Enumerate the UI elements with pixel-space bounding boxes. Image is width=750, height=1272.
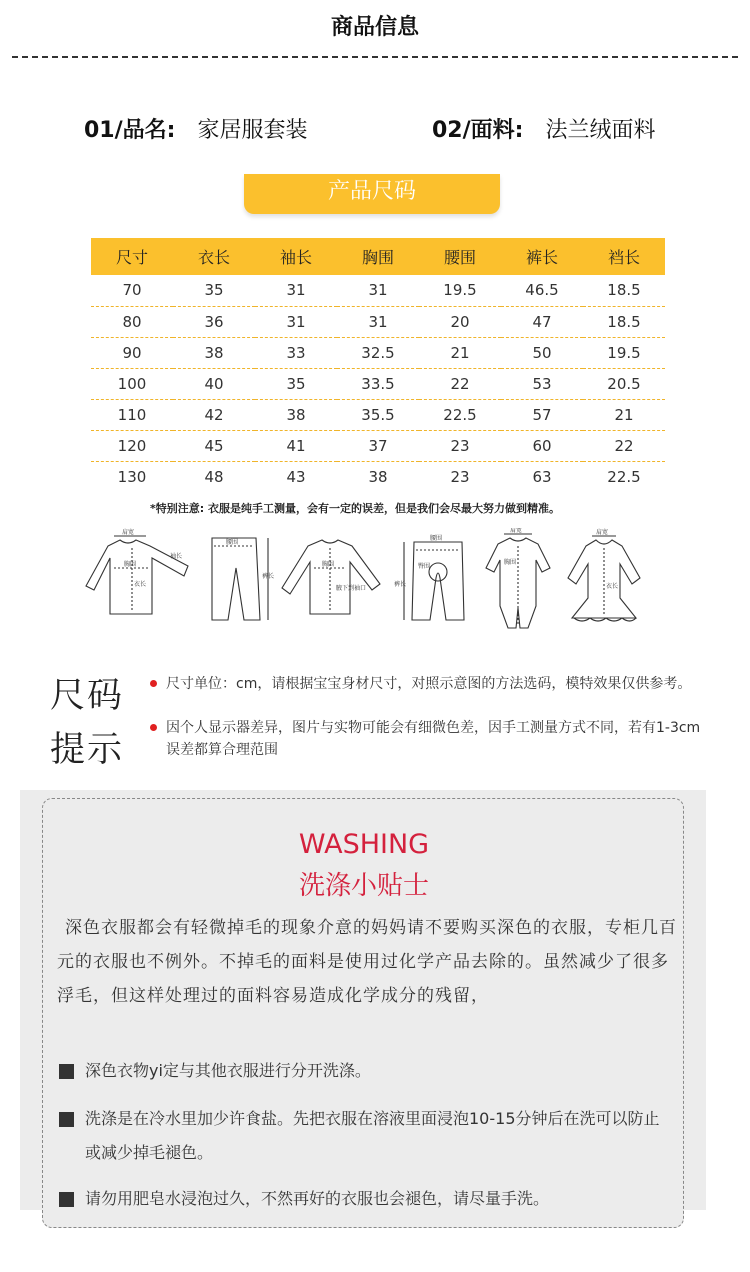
table-cell: 22 xyxy=(419,368,501,399)
table-cell: 60 xyxy=(501,430,583,461)
header-divider xyxy=(12,56,738,58)
pants-length-label: 裤长 xyxy=(262,573,275,580)
product-name-row xyxy=(84,113,307,144)
table-cell: 120 xyxy=(91,430,173,461)
table-cell: 21 xyxy=(419,337,501,368)
product-name-label: 01/品名: xyxy=(84,118,176,143)
table-cell: 37 xyxy=(337,430,419,461)
chest-label-3: 胸围 xyxy=(504,559,517,566)
square-bullet-icon xyxy=(59,1192,74,1207)
pants-diagram xyxy=(212,538,274,620)
table-cell: 36 xyxy=(173,306,255,337)
table-row xyxy=(91,368,665,399)
square-bullet-icon xyxy=(59,1064,74,1079)
table-cell: 50 xyxy=(501,337,583,368)
size-tips-title-2: 提示 xyxy=(50,730,125,770)
header-cell: 衣长 xyxy=(173,238,255,275)
table-cell: 22 xyxy=(583,430,665,461)
shoulder-label-3: 肩宽 xyxy=(596,529,609,536)
table-cell: 23 xyxy=(419,430,501,461)
washing-panel xyxy=(20,790,706,1210)
table-row xyxy=(91,430,665,461)
length-label-2: 衣长 xyxy=(606,583,619,590)
red-bullet-icon xyxy=(150,724,157,731)
measurement-diagrams xyxy=(80,528,680,640)
table-cell: 100 xyxy=(91,368,173,399)
fabric-row xyxy=(432,113,655,144)
table-cell: 110 xyxy=(91,399,173,430)
table-row xyxy=(91,306,665,337)
chest-label: 胸围 xyxy=(124,561,137,568)
washing-item-text: 洗涤是在冷水里加少许食盐。先把衣服在溶液里面浸泡10-15分钟后在洗可以防止或减少掉毛褪色。 xyxy=(85,1109,660,1162)
size-table xyxy=(91,238,665,492)
table-cell: 35.5 xyxy=(337,399,419,430)
table-cell: 31 xyxy=(255,306,337,337)
size-tip-text: 尺寸单位：cm，请根据宝宝身材尺寸，对照示意图的方法选码，模特效果仅供参考。 xyxy=(166,676,692,692)
waist-label-2: 腰围 xyxy=(430,535,443,542)
header-cell: 裤长 xyxy=(501,238,583,275)
fabric-label: 02/面料: xyxy=(432,118,524,143)
product-name-value: 家居服套装 xyxy=(197,118,308,143)
size-tip-text: 因个人显示器差异，图片与实物可能会有细微色差，因手工测量方式不同，若有1-3cm误差都算合理范围 xyxy=(166,720,701,758)
waist-label: 腰围 xyxy=(226,539,239,546)
table-cell: 38 xyxy=(173,337,255,368)
table-cell: 33 xyxy=(255,337,337,368)
washing-item-text: 请勿用肥皂水浸泡过久，不然再好的衣服也会褪色，请尽量手洗。 xyxy=(85,1189,550,1208)
table-row xyxy=(91,275,665,306)
header-cell: 尺寸 xyxy=(91,238,173,275)
shoulder-label: 肩宽 xyxy=(122,529,135,536)
table-cell: 19.5 xyxy=(583,337,665,368)
washing-paragraph: 深色衣服都会有轻微掉毛的现象介意的妈妈请不要购买深色的衣服，专柜几百元的衣服也不例外。不掉毛的面料是使用过化学产品去除的。虽然减少了很多浮毛，但这样处理过的面料容易造成化学成分的残留， xyxy=(57,918,677,1006)
hip-label: 臀围 xyxy=(418,563,431,570)
table-cell: 20.5 xyxy=(583,368,665,399)
table-cell: 40 xyxy=(173,368,255,399)
measurement-note: *特别注意: 衣服是纯手工测量，会有一定的误差，但是我们会尽最大努力做到精准。 xyxy=(150,502,560,515)
table-row xyxy=(91,399,665,430)
table-cell: 35 xyxy=(255,368,337,399)
sleeve-label: 袖长 xyxy=(170,553,183,560)
table-cell: 80 xyxy=(91,306,173,337)
table-row xyxy=(91,337,665,368)
length-label: 衣长 xyxy=(134,581,147,588)
dress-diagram xyxy=(568,528,640,621)
table-cell: 130 xyxy=(117,467,147,486)
table-cell: 42 xyxy=(173,399,255,430)
table-cell: 31 xyxy=(337,306,419,337)
table-cell: 22.5 xyxy=(607,467,641,486)
table-cell: 18.5 xyxy=(583,275,665,306)
page-title: 商品信息 xyxy=(330,15,419,40)
table-cell: 41 xyxy=(255,430,337,461)
table-row xyxy=(91,461,665,492)
red-bullet-icon xyxy=(150,680,157,687)
table-cell: 90 xyxy=(91,337,173,368)
table-cell: 32.5 xyxy=(337,337,419,368)
table-cell: 38 xyxy=(368,467,388,486)
table-cell: 43 xyxy=(286,467,306,486)
washing-title-cn: 洗涤小贴士 xyxy=(298,871,429,901)
shoulder-label-2: 肩宽 xyxy=(510,528,523,534)
table-cell: 20 xyxy=(419,306,501,337)
table-cell: 38 xyxy=(255,399,337,430)
table-cell: 48 xyxy=(204,467,224,486)
size-tip-item xyxy=(150,717,710,761)
romper-diagram xyxy=(486,528,550,628)
header-cell: 腰围 xyxy=(419,238,501,275)
shirt-diagram xyxy=(86,528,188,614)
underarm-label: 腋下到袖口 xyxy=(336,585,367,592)
header-cell: 裆长 xyxy=(583,238,665,275)
table-cell: 19.5 xyxy=(419,275,501,306)
table-cell: 46.5 xyxy=(501,275,583,306)
table-cell: 53 xyxy=(501,368,583,399)
table-cell: 33.5 xyxy=(337,368,419,399)
size-section-banner: 产品尺码 xyxy=(244,174,500,214)
table-cell: 45 xyxy=(173,430,255,461)
table-cell: 31 xyxy=(337,275,419,306)
size-table-header-row xyxy=(91,238,665,275)
pants-length-label-2: 裤长 xyxy=(394,581,407,588)
chest-label-2: 胸围 xyxy=(322,561,335,568)
washing-title-en: WASHING xyxy=(298,829,430,860)
raglan-shirt-diagram xyxy=(282,540,380,614)
table-cell: 18.5 xyxy=(583,306,665,337)
table-cell: 21 xyxy=(583,399,665,430)
table-cell: 47 xyxy=(501,306,583,337)
size-tip-item xyxy=(150,673,710,695)
header-cell: 袖长 xyxy=(255,238,337,275)
square-bullet-icon xyxy=(59,1112,74,1127)
washing-item-text: 深色衣物yi定与其他衣服进行分开洗涤。 xyxy=(85,1061,371,1080)
fabric-value: 法兰绒面料 xyxy=(545,118,656,143)
washing-item xyxy=(59,1182,669,1216)
harem-pants-diagram xyxy=(394,534,464,620)
table-cell: 23 xyxy=(450,467,470,486)
washing-item xyxy=(59,1102,669,1170)
washing-card xyxy=(42,798,684,1228)
table-cell: 63 xyxy=(532,467,552,486)
table-cell: 35 xyxy=(173,275,255,306)
table-cell: 22.5 xyxy=(419,399,501,430)
size-tips-title-1: 尺码 xyxy=(50,676,125,716)
table-cell: 31 xyxy=(255,275,337,306)
washing-item xyxy=(59,1054,669,1088)
table-cell: 70 xyxy=(91,275,173,306)
table-cell: 57 xyxy=(501,399,583,430)
header-cell: 胸围 xyxy=(337,238,419,275)
